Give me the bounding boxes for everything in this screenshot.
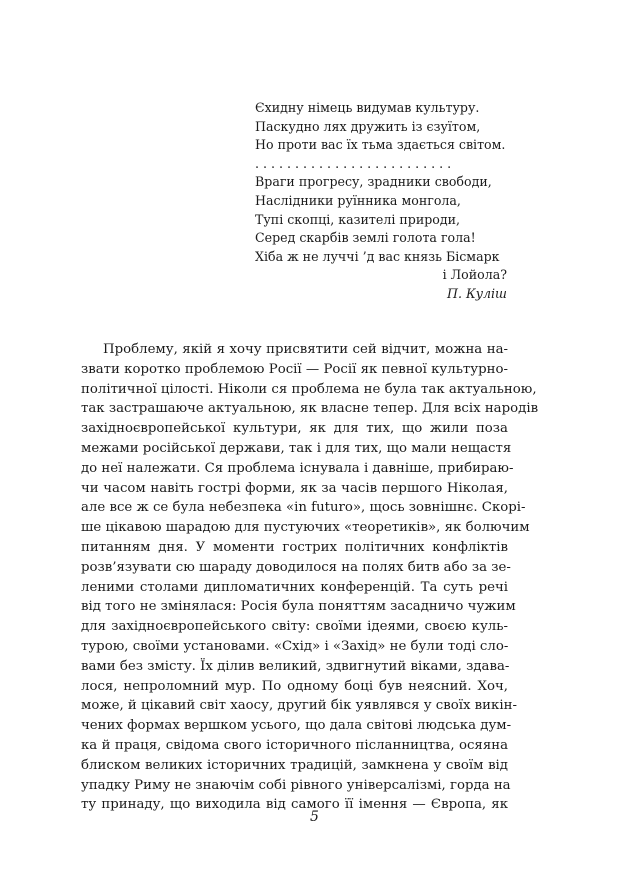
body-line: чи часом навіть гострі форми, як за часів першого Ніколая, <box>81 480 508 496</box>
epigraph-author: П. Куліш <box>446 285 507 301</box>
epigraph-line: Наслідники руїнника монгола, <box>255 192 461 208</box>
body-line: блиском великих історичних традицій, замкнена у своїм від <box>81 757 508 773</box>
body-line: упадку Риму не знаючім собі рівного універсалізмі, горда на <box>81 777 511 793</box>
epigraph-line: Паскудно лях дружить із єзуїтом, <box>255 118 481 134</box>
body-line: політичної цілості. Ніколи ся проблема не була так актуальною, <box>81 381 537 397</box>
body-line: леними столами дипломатичних конференцій. Та суть речі <box>81 579 508 595</box>
body-line: до неї належати. Ся проблема існувала і давніше, прибираю- <box>81 460 514 476</box>
body-line: так застрашаюче актуальною, як власне тепер. Для всіх народів <box>81 401 539 417</box>
body-line: лося, непроломний мур. По одному боці був неясний. Хоч, <box>81 678 508 694</box>
epigraph-line: Тупі скопці, казителі природи, <box>255 211 461 227</box>
body-line: вами без змісту. Їх ділив великий, здвигнутий віками, здава- <box>81 658 510 674</box>
body-line: ка й праця, свідома свого історичного післанництва, осяяна <box>81 737 508 753</box>
body-line: Проблему, якій я хочу присвятити сей відчит, можна на- <box>103 342 508 357</box>
epigraph-line: Серед скарбів землі голота гола! <box>255 230 476 246</box>
body-line: західноєвропейської культури, як для тих, що жили поза <box>81 421 508 437</box>
body-text <box>81 340 539 815</box>
body-line: розв’язувати сю шараду доводилося на полях битв або за зе- <box>81 559 511 575</box>
body-line: ту принаду, що виходила від самого її імення — Європа, як <box>81 797 508 813</box>
body-line: може, й цікавий світ хаосу, другий бік уявлявся у своїх викін- <box>81 698 517 714</box>
epigraph-line: Єхидну німець видумав культуру. <box>255 100 480 115</box>
epigraph-ellipsis: . . . . . . . . . . . . . . . . . . . . . . . . . <box>255 155 452 171</box>
body-line: чених формах вершком усього, що дала світові людська дум- <box>81 718 512 734</box>
body-line: питанням дня. У моменти гострих політичних конфліктів <box>81 539 508 555</box>
epigraph <box>255 99 507 304</box>
body-line: для західноєвропейського світу: своїми ідеями, своєю куль- <box>81 619 508 635</box>
body-line: але все ж се була небезпека «in futuro», щось зовнішнє. Скорі- <box>81 500 526 516</box>
body-line: турою, своїми установами. «Схід» і «Захід» не були тоді сло- <box>81 638 509 654</box>
body-line: звати коротко проблемою Росії — Росії як певної культурно- <box>81 361 508 377</box>
epigraph-line: Враги прогресу, зрадники свободи, <box>255 174 492 190</box>
body-line: межами російської держави, так і для тих, що мали нещастя <box>81 440 512 456</box>
body-line: ше цікавою шарадою для пустуючих «теоретиків», як болючим <box>81 520 530 536</box>
epigraph-line: Но проти вас їх тьма здається світом. <box>255 137 506 153</box>
body-line: від того не змінялася: Росія була поняттям засадничо чужим <box>81 599 516 615</box>
epigraph-line-continued: і Лойола? <box>442 267 507 283</box>
epigraph-line: Хіба ж не луччі ’д вас князь Бісмарк <box>255 248 500 264</box>
page-number: 5 <box>310 809 319 825</box>
